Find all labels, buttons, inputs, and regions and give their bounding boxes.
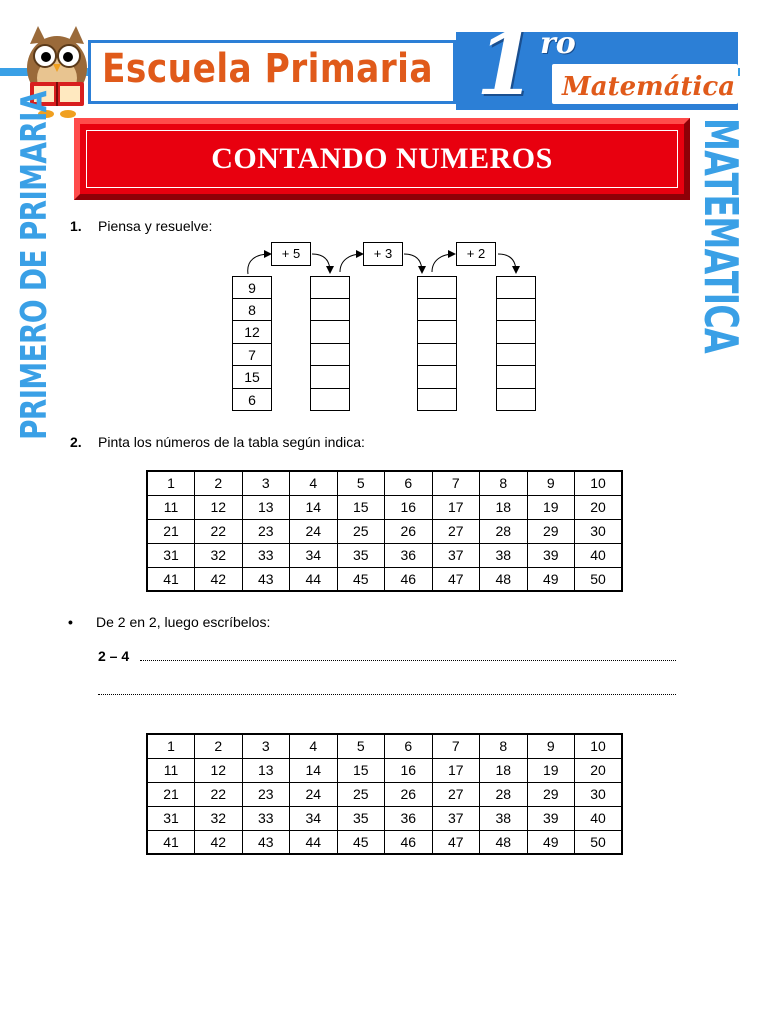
table-cell[interactable]: 27 [432,519,480,543]
table-cell[interactable]: 50 [575,567,623,591]
table-cell[interactable]: 12 [195,758,243,782]
table-cell[interactable]: 23 [242,519,290,543]
table-cell[interactable]: 21 [147,782,195,806]
table-cell[interactable]: 20 [575,495,623,519]
answer-cell[interactable] [496,389,536,412]
number-table-2 [146,733,623,855]
answer-cell[interactable] [496,366,536,389]
table-cell[interactable]: 3 [242,471,290,495]
table-cell[interactable]: 14 [290,495,338,519]
table-cell[interactable]: 28 [480,782,528,806]
title-banner [74,118,690,200]
table-cell[interactable]: 13 [242,495,290,519]
answer-cell[interactable] [496,321,536,344]
question-1 [70,218,212,234]
table-cell[interactable]: 46 [385,830,433,854]
table-cell[interactable]: 18 [480,495,528,519]
table-cell[interactable]: 47 [432,567,480,591]
table-cell[interactable]: 2 [195,734,243,758]
table-row [147,495,622,519]
start-value-cell: 6 [232,389,272,412]
table-cell[interactable]: 10 [575,471,623,495]
question-text: Piensa y resuelve: [98,218,213,234]
table-cell[interactable]: 4 [290,734,338,758]
question-number: 1. [70,218,82,234]
title-banner-inner [86,130,678,188]
answer-cell[interactable] [417,344,457,367]
table-cell[interactable]: 17 [432,495,480,519]
table-cell[interactable]: 42 [195,567,243,591]
table-row [147,830,622,854]
table-cell[interactable]: 5 [337,734,385,758]
table-cell[interactable]: 12 [195,495,243,519]
table-cell[interactable]: 24 [290,782,338,806]
table-cell[interactable]: 19 [527,495,575,519]
table-cell[interactable]: 11 [147,758,195,782]
table-cell[interactable]: 37 [432,806,480,830]
table-cell[interactable]: 46 [385,567,433,591]
table-row [147,543,622,567]
start-value-cell: 8 [232,299,272,322]
table-cell[interactable]: 22 [195,782,243,806]
table-cell[interactable]: 39 [527,543,575,567]
subject-label: Matemática [562,72,736,102]
table-cell[interactable]: 26 [385,782,433,806]
table-cell[interactable]: 41 [147,567,195,591]
question-text: Pinta los números de la tabla según indica: [98,434,365,450]
table-cell[interactable]: 11 [147,495,195,519]
table-cell[interactable]: 34 [290,543,338,567]
table-row [147,782,622,806]
table-cell[interactable]: 16 [385,495,433,519]
table-cell[interactable]: 17 [432,758,480,782]
answer-cell[interactable] [417,389,457,412]
bullet-text: De 2 en 2, luego escríbelos: [96,614,271,630]
table-cell[interactable]: 32 [195,806,243,830]
table-cell[interactable]: 48 [480,567,528,591]
start-value-cell: 12 [232,321,272,344]
answer-cell[interactable] [310,299,350,322]
table-cell[interactable]: 19 [527,758,575,782]
answer-cell[interactable] [417,276,457,299]
answer-line[interactable] [140,660,676,661]
start-value-cell: 7 [232,344,272,367]
operation-box: + 3 [363,242,403,266]
table-row [147,758,622,782]
operation-box: + 2 [456,242,496,266]
answer-cell[interactable] [310,389,350,412]
grade-suffix: ro [540,26,576,61]
table-cell[interactable]: 18 [480,758,528,782]
table-cell[interactable]: 37 [432,543,480,567]
table-cell[interactable]: 7 [432,471,480,495]
answer-cell[interactable] [310,344,350,367]
question-number: 2. [70,434,82,450]
table-cell[interactable]: 23 [242,782,290,806]
table-cell[interactable]: 10 [575,734,623,758]
answer-cell[interactable] [417,366,457,389]
table-cell[interactable]: 36 [385,543,433,567]
table-cell[interactable]: 6 [385,734,433,758]
answer-cell[interactable] [496,276,536,299]
side-label-left: PRIMERO DE PRIMARIA [14,91,55,440]
start-column [232,276,272,411]
side-label-right: MATEMATICA [694,118,748,353]
table-cell[interactable]: 45 [337,830,385,854]
table-cell[interactable]: 43 [242,830,290,854]
table-cell[interactable]: 35 [337,806,385,830]
table-cell[interactable]: 8 [480,471,528,495]
answer-column [310,276,350,411]
answer-column [496,276,536,411]
table-cell[interactable]: 34 [290,806,338,830]
answer-cell[interactable] [417,299,457,322]
table-cell[interactable]: 43 [242,567,290,591]
table-row [147,567,622,591]
sequence-start: 2 – 4 [98,648,130,664]
table-cell[interactable]: 49 [527,830,575,854]
table-cell[interactable]: 35 [337,543,385,567]
table-cell[interactable]: 29 [527,782,575,806]
operation-box: + 5 [271,242,311,266]
answer-cell[interactable] [310,321,350,344]
bullet-instruction [68,614,270,630]
table-cell[interactable]: 44 [290,567,338,591]
table-row [147,734,622,758]
table-cell[interactable]: 8 [480,734,528,758]
start-value-cell: 15 [232,366,272,389]
table-cell[interactable]: 1 [147,734,195,758]
table-cell[interactable]: 29 [527,519,575,543]
table-cell[interactable]: 27 [432,782,480,806]
table-cell[interactable]: 33 [242,806,290,830]
table-cell[interactable]: 26 [385,519,433,543]
table-cell[interactable]: 13 [242,758,290,782]
table-cell[interactable]: 28 [480,519,528,543]
table-cell[interactable]: 16 [385,758,433,782]
table-cell[interactable]: 30 [575,519,623,543]
table-cell[interactable]: 6 [385,471,433,495]
table-cell[interactable]: 30 [575,782,623,806]
flow-arrows [230,236,530,286]
table-cell[interactable]: 32 [195,543,243,567]
bullet-icon: • [68,614,73,630]
table-cell[interactable]: 24 [290,519,338,543]
table-cell[interactable]: 9 [527,734,575,758]
table-cell[interactable]: 15 [337,758,385,782]
table-cell[interactable]: 31 [147,806,195,830]
answer-cell[interactable] [496,344,536,367]
table-cell[interactable]: 25 [337,782,385,806]
answer-column [417,276,457,411]
start-value-cell: 9 [232,276,272,299]
table-cell[interactable]: 15 [337,495,385,519]
table-cell[interactable]: 2 [195,471,243,495]
table-cell[interactable]: 20 [575,758,623,782]
table-cell[interactable]: 49 [527,567,575,591]
table-cell[interactable]: 41 [147,830,195,854]
table-cell[interactable]: 21 [147,519,195,543]
table-cell[interactable]: 1 [147,471,195,495]
table-cell[interactable]: 38 [480,806,528,830]
school-title: Escuela Primaria [102,46,434,92]
table-cell[interactable]: 4 [290,471,338,495]
table-row [147,519,622,543]
table-cell[interactable]: 9 [527,471,575,495]
answer-cell[interactable] [417,321,457,344]
question-2 [70,434,365,450]
table-cell[interactable]: 40 [575,543,623,567]
table-cell[interactable]: 44 [290,830,338,854]
table-cell[interactable]: 40 [575,806,623,830]
table-cell[interactable]: 33 [242,543,290,567]
number-table-1 [146,470,623,592]
table-cell[interactable]: 38 [480,543,528,567]
grade-number: 1 [476,14,536,115]
table-cell[interactable]: 7 [432,734,480,758]
table-row [147,471,622,495]
table-cell[interactable]: 42 [195,830,243,854]
table-cell[interactable]: 14 [290,758,338,782]
table-cell[interactable]: 45 [337,567,385,591]
table-cell[interactable]: 47 [432,830,480,854]
table-row [147,806,622,830]
table-cell[interactable]: 39 [527,806,575,830]
answer-cell[interactable] [496,299,536,322]
table-cell[interactable]: 25 [337,519,385,543]
answer-line[interactable] [98,694,676,695]
table-cell[interactable]: 36 [385,806,433,830]
table-cell[interactable]: 22 [195,519,243,543]
table-cell[interactable]: 50 [575,830,623,854]
table-cell[interactable]: 48 [480,830,528,854]
table-cell[interactable]: 3 [242,734,290,758]
page-title: CONTANDO NUMEROS [211,142,553,175]
table-cell[interactable]: 5 [337,471,385,495]
table-cell[interactable]: 31 [147,543,195,567]
answer-cell[interactable] [310,366,350,389]
answer-cell[interactable] [310,276,350,299]
